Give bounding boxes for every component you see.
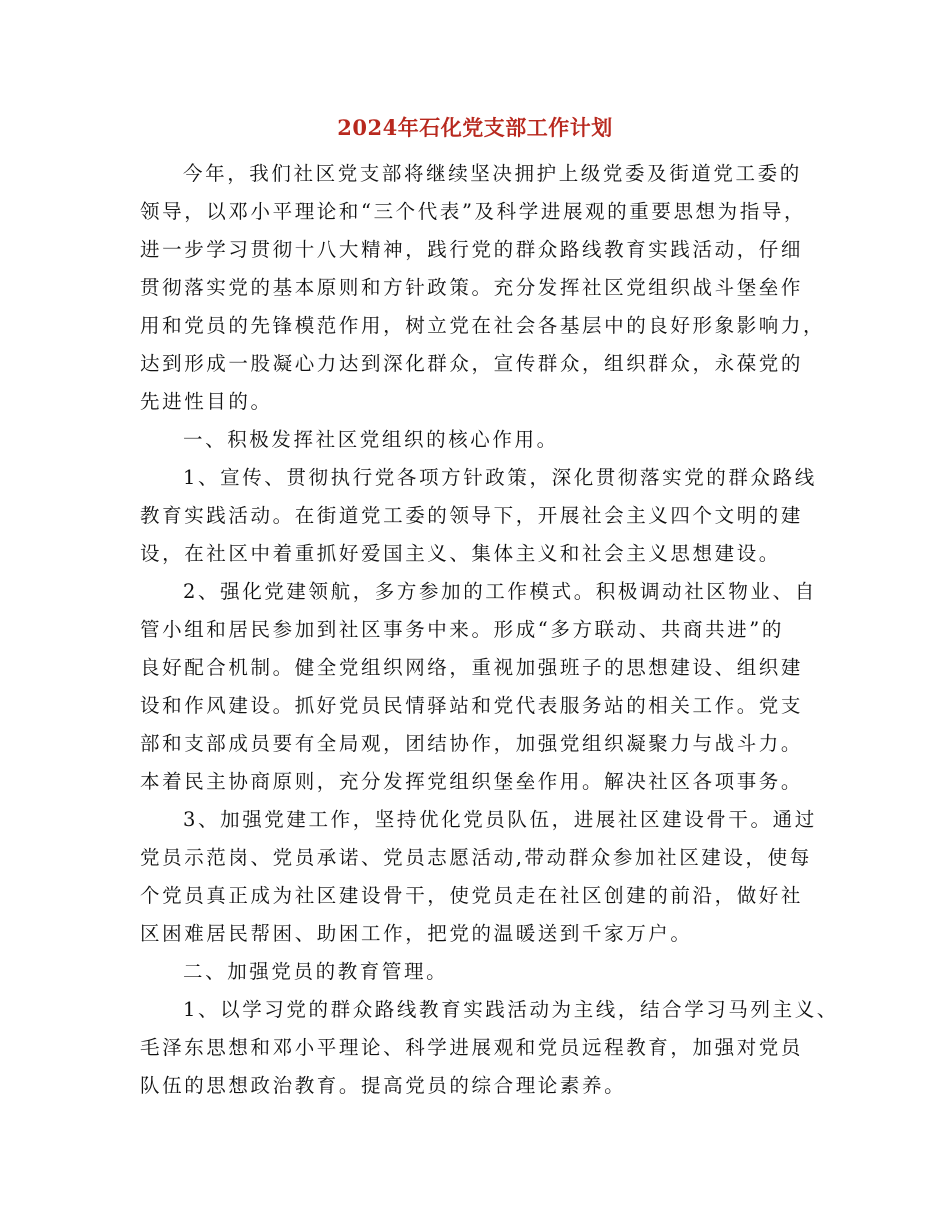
paragraph-line: 达到形成一股凝心力达到深化群众，宣传群众，组织群众，永葆党的 [140,352,804,375]
section-heading: 一、积极发挥社区党组织的核心作用。 [183,428,559,451]
paragraph-line: 领导，以邓小平理论和“三个代表”及科学进展观的重要思想为指导， [140,200,807,223]
paragraph-line: 部和支部成员要有全局观，团结协作，加强党组织凝聚力与战斗力。 [140,732,804,755]
paragraph-line: 设，在社区中着重抓好爱国主义、集体主义和社会主义思想建设。 [140,542,781,565]
paragraph-line: 毛泽东思想和邓小平理论、科学进展观和党员远程教育，加强对党员 [140,1036,804,1059]
document-title: 2024年石化党支部工作计划 [337,115,613,140]
paragraph-line: 良好配合机制。健全党组织网络，重视加强班子的思想建设、组织建 [140,656,804,679]
paragraph-line: 今年，我们社区党支部将继续坚决拥护上级党委及街道党工委的 [183,162,802,185]
paragraph-line: 2、强化党建领航，多方参加的工作模式。积极调动社区物业、自 [183,580,817,603]
paragraph-line: 3、加强党建工作，坚持优化党员队伍，进展社区建设骨干。通过 [183,808,817,831]
paragraph-line: 教育实践活动。在街道党工委的领导下，开展社会主义四个文明的建 [140,504,804,527]
paragraph-line: 区困难居民帮困、助困工作，把党的温暖送到千家万户。 [140,922,693,945]
paragraph-line: 贯彻落实党的基本原则和方针政策。充分发挥社区党组织战斗堡垒作 [140,276,804,299]
paragraph-line: 1、宣传、贯彻执行党各项方针政策，深化贯彻落实党的群众路线 [183,466,817,489]
paragraph-line: 用和党员的先锋模范作用，树立党在社会各基层中的良好形象影响力， [140,314,826,337]
paragraph-line: 管小组和居民参加到社区事务中来。形成“多方联动、共商共进”的 [140,618,784,641]
paragraph-line: 个党员真正成为社区建设骨干，使党员走在社区创建的前沿，做好社 [140,884,804,907]
section-heading: 二、加强党员的教育管理。 [183,960,449,983]
paragraph-line: 进一步学习贯彻十八大精神，践行党的群众路线教育实践活动，仔细 [140,238,804,261]
paragraph-line: 党员示范岗、党员承诺、党员志愿活动,带动群众参加社区建设，使每 [140,846,812,869]
paragraph-line: 设和作风建设。抓好党员民情驿站和党代表服务站的相关工作。党支 [140,694,804,717]
paragraph-line: 先进性目的。 [140,390,273,413]
paragraph-line: 1、以学习党的群众路线教育实践活动为主线，结合学习马列主义、 [183,998,839,1021]
paragraph-line: 队伍的思想政治教育。提高党员的综合理论素养。 [140,1074,627,1097]
paragraph-line: 本着民主协商原则，充分发挥党组织堡垒作用。解决社区各项事务。 [140,770,804,793]
